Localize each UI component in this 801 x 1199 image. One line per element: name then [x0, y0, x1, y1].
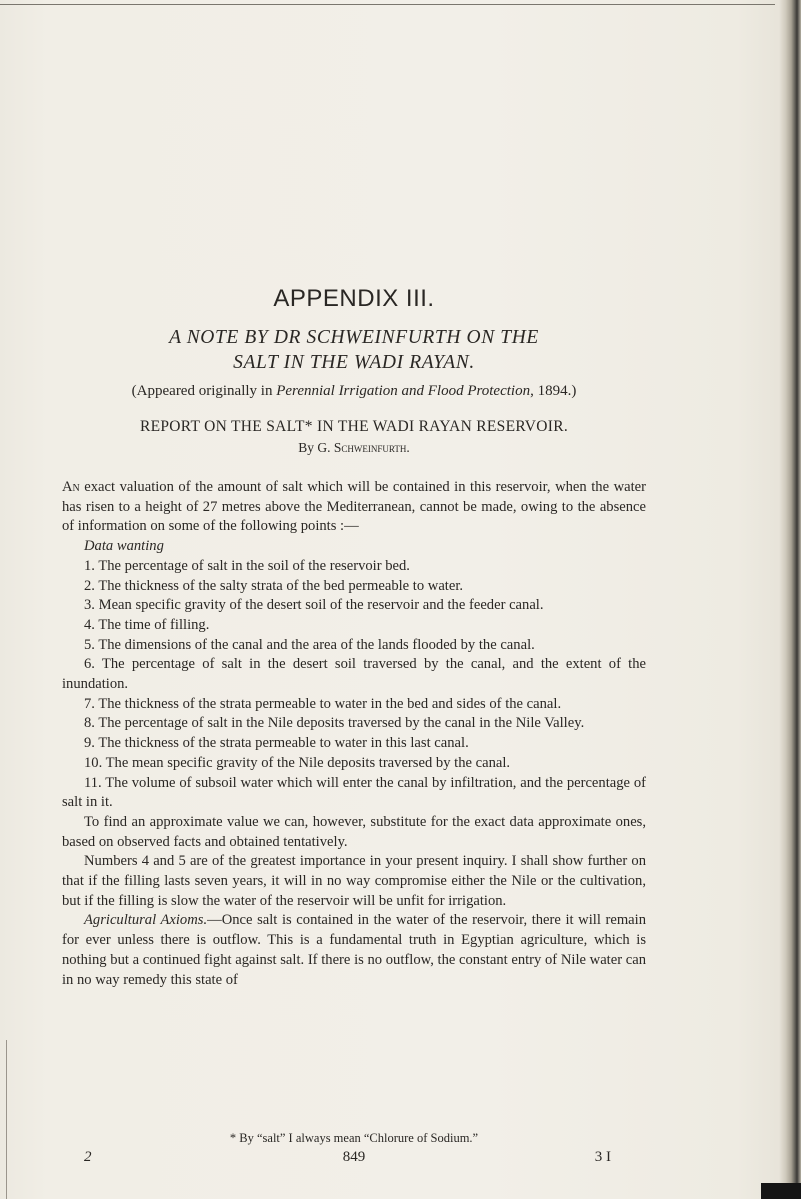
page-footer: [62, 1149, 646, 1171]
appeared-suffix: , 1894.): [530, 383, 577, 399]
intro-paragraph: [62, 478, 646, 537]
appendix-title: APPENDIX III.: [273, 285, 435, 312]
signature-mark-right: 3 I: [594, 1149, 611, 1165]
byline-author: Schweinfurth.: [333, 440, 410, 455]
list-item: 10. The mean specific gravity of the Nile deposits traversed by the canal.: [84, 754, 511, 771]
appeared-work: Perennial Irrigation and Flood Protection: [276, 383, 531, 399]
page-number: 849: [342, 1149, 366, 1165]
report-title: REPORT ON THE SALT* IN THE WADI RAYAN RESERVOIR.: [139, 418, 569, 435]
numbers-paragraph: Numbers 4 and 5 are of the greatest importance in your present inquiry. I shall show further on that if the filling lasts seven years, it will in no way compromise either the Nile or the cultivation, but if the filling is slow the water of the reservoir will be unfit for irrigation.: [62, 853, 646, 909]
list-item: 6. The percentage of salt in the desert soil traversed by the canal, and the extent of the inundation.: [62, 656, 646, 693]
list-item: 2. The thickness of the salty strata of the bed permeable to water.: [84, 577, 464, 594]
list-item: 9. The thickness of the strata permeable to water in this last canal.: [84, 735, 469, 752]
list-item: 8. The percentage of salt in the Nile deposits traversed by the canal in the Nile Valley.: [84, 715, 585, 732]
footnote: * By “salt” I always mean “Chlorure of Sodium.”: [229, 1131, 479, 1145]
list-item: 5. The dimensions of the canal and the area of the lands flooded by the canal.: [84, 636, 535, 653]
byline: [62, 440, 646, 456]
subtitle-line-1: A NOTE BY DR SCHWEINFURTH ON THE: [169, 327, 539, 348]
list-item: 7. The thickness of the strata permeable to water in the bed and sides of the canal.: [84, 695, 562, 712]
appeared-note: [62, 383, 646, 400]
list-item: 3. Mean specific gravity of the desert soil of the reservoir and the feeder canal.: [84, 597, 544, 614]
book-edge: [779, 0, 801, 1199]
appeared-prefix: (Appeared originally in: [131, 383, 277, 399]
axioms-text: —Once salt is contained in the water of the reservoir, there it will remain for ever unless there is outflow. This is a fundamental truth in Egyptian agriculture, which is nothing but a continued fight against salt. If there is no outflow, the constant entry of Nile water can in no way remedy this state of: [62, 912, 646, 988]
top-rule: [0, 4, 775, 5]
list-item: 4. The time of filling.: [84, 616, 210, 633]
intro-text: exact valuation of the amount of salt which will be contained in this reservoir, when the water has risen to a height of 27 metres above the Mediterranean, cannot be made, owing to the absence of information on some of the following points :—: [62, 479, 646, 535]
intro-lead: An: [62, 479, 80, 495]
data-wanting-heading: Data wanting: [84, 538, 164, 555]
byline-prefix: By G.: [298, 440, 334, 455]
approximate-paragraph: To find an approximate value we can, however, substitute for the exact data approximate ones, based on observed facts and obtained tentatively.: [62, 813, 646, 850]
subtitle-line-2: SALT IN THE WADI RAYAN.: [233, 352, 475, 373]
scan-corner: [761, 1183, 801, 1199]
axioms-paragraph: [62, 911, 646, 990]
left-rule: [6, 1040, 7, 1199]
list-item: 11. The volume of subsoil water which will enter the canal by infiltration, and the percentage of salt in it.: [62, 774, 646, 811]
list-item: 1. The percentage of salt in the soil of the reservoir bed.: [84, 557, 410, 574]
signature-mark-left: 2: [84, 1149, 92, 1165]
axioms-label: Agricultural Axioms.: [84, 912, 208, 929]
note-subtitle: [62, 325, 646, 375]
body-text: [62, 478, 646, 990]
